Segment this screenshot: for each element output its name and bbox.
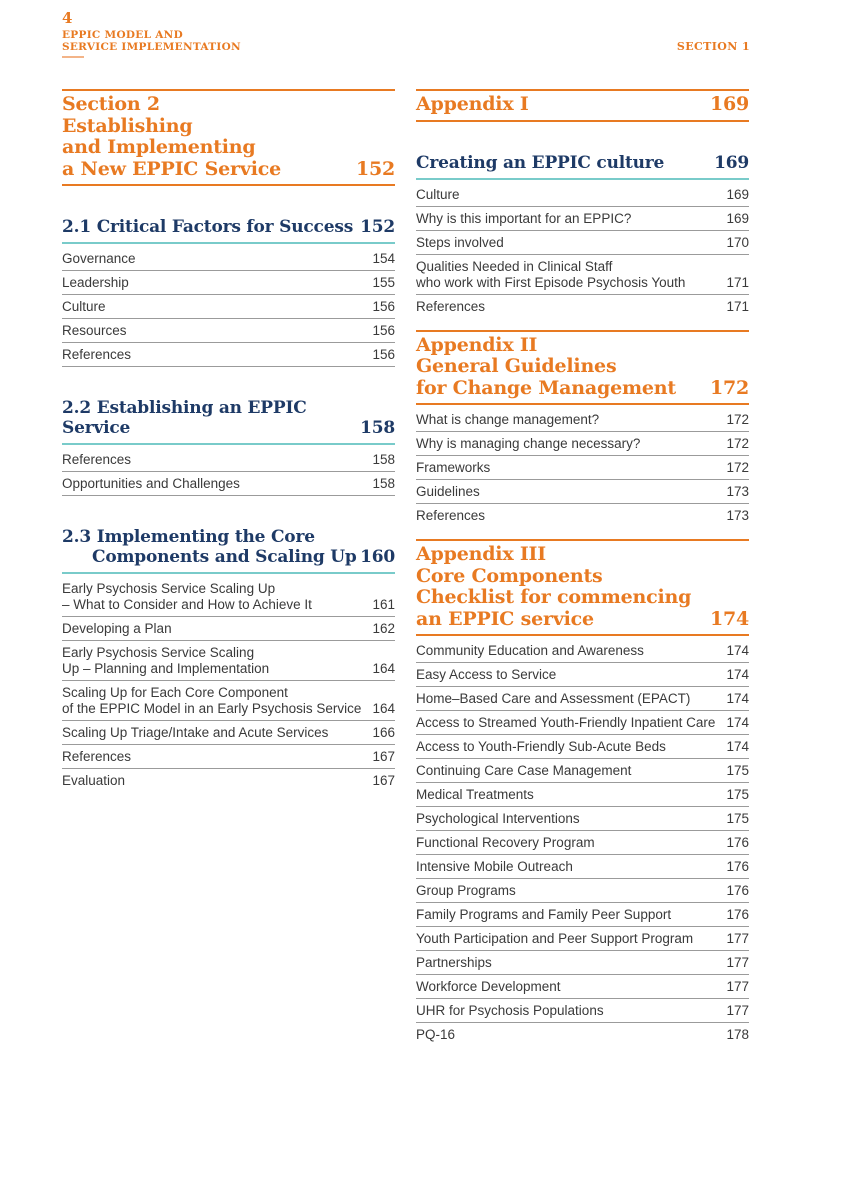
entry-lines (62, 749, 131, 765)
toc-entry-group (62, 448, 395, 496)
heading-lines (62, 527, 357, 567)
heading-line: a New EPPIC Service (62, 157, 281, 180)
toc-entry[interactable] (416, 432, 749, 456)
toc-entry[interactable] (62, 343, 395, 367)
entry-line: Qualities Needed in Clinical Staff (416, 258, 613, 274)
toc-entry[interactable] (416, 687, 749, 711)
entry-line: of the EPPIC Model in an Early Psychosis Service (62, 701, 362, 716)
heading-line: and Implementing (62, 136, 256, 158)
toc-entry[interactable] (416, 759, 749, 783)
entry-line: Medical Treatments (416, 787, 534, 802)
entry-line: Intensive Mobile Outreach (416, 859, 573, 874)
entry-line: Opportunities and Challenges (62, 476, 240, 491)
toc-entry[interactable] (416, 663, 749, 687)
entry-lines (416, 835, 595, 851)
entry-page-number: 176 (726, 859, 749, 874)
entry-page-number: 169 (726, 186, 749, 202)
heading-page-number: 152 (355, 157, 395, 180)
entry-page-number: 175 (726, 787, 749, 802)
heading-line: Components and Scaling Up (92, 547, 357, 567)
entry-page-number: 173 (726, 484, 749, 499)
entry-page-number: 167 (372, 749, 395, 764)
entry-lines (416, 259, 685, 291)
entry-page-number: 154 (372, 251, 395, 266)
entry-page-number: 172 (726, 412, 749, 427)
heading-line: for Change Management (416, 376, 676, 399)
entry-page-number: 161 (372, 597, 395, 612)
entry-lines (62, 452, 131, 468)
heading-page-number: 169 (714, 152, 749, 173)
heading-line: Appendix II (416, 333, 538, 356)
entry-lines (416, 1027, 455, 1043)
entry-page-number: 158 (372, 476, 395, 491)
toc-entry[interactable] (416, 255, 749, 295)
entry-line: PQ-16 (416, 1027, 456, 1042)
entry-line: Early Psychosis Service Scaling Up (62, 581, 276, 596)
entry-lines (416, 667, 556, 683)
heading-lines (416, 153, 664, 173)
toc-entry[interactable] (62, 641, 395, 681)
entry-lines (416, 235, 504, 251)
entry-page-number: 156 (372, 347, 395, 362)
entry-line: Early Psychosis Service Scaling (62, 645, 255, 660)
folio-page-number: 4 (62, 9, 73, 27)
entry-line: Leadership (62, 275, 129, 290)
toc-entry[interactable] (416, 295, 749, 318)
heading-page-number: 174 (709, 607, 749, 630)
entry-line: Culture (62, 299, 106, 314)
entry-line: Evaluation (62, 773, 126, 788)
toc-entry[interactable] (416, 855, 749, 879)
entry-lines (416, 211, 631, 227)
toc-entry[interactable] (416, 711, 749, 735)
heading-lines (62, 94, 281, 180)
entry-line: Scaling Up for Each Core Component (62, 685, 288, 700)
entry-page-number: 175 (726, 811, 749, 826)
heading-line: 2.3 Implementing the Core (62, 527, 315, 547)
entry-page-number: 164 (372, 701, 395, 716)
heading-line: Checklist for commencing (416, 586, 692, 608)
entry-lines (62, 645, 269, 677)
entry-lines (416, 931, 693, 947)
entry-page-number: 174 (726, 739, 749, 754)
entry-line: Functional Recovery Program (416, 835, 595, 850)
section-label: SECTION 1 (676, 40, 750, 53)
toc-entry[interactable] (62, 721, 395, 745)
entry-page-number: 169 (726, 210, 749, 226)
toc-sub-heading[interactable] (62, 217, 395, 244)
document-title-line: EPPIC MODEL AND (62, 29, 183, 41)
entry-lines (62, 621, 172, 637)
heading-line: 2.2 Establishing an EPPIC Service (62, 398, 307, 438)
entry-line: Home–Based Care and Assessment (EPACT) (416, 691, 691, 706)
toc-sub-heading[interactable] (416, 153, 749, 180)
entry-lines (416, 715, 715, 731)
entry-lines (62, 725, 328, 741)
toc-sub-heading[interactable] (62, 527, 395, 574)
entry-line: Culture (416, 186, 460, 202)
document-title-line: SERVICE IMPLEMENTATION (62, 41, 241, 53)
entry-line: References (416, 508, 486, 523)
entry-lines (416, 412, 599, 428)
toc-entry[interactable] (416, 231, 749, 255)
entry-page-number: 178 (726, 1027, 749, 1042)
entry-page-number: 156 (372, 323, 395, 338)
entry-line: Group Programs (416, 883, 516, 898)
entry-lines (62, 685, 361, 717)
entry-lines (416, 436, 640, 452)
entry-line: References (62, 452, 132, 467)
entry-page-number: 173 (726, 508, 749, 523)
toc-major-heading[interactable] (416, 539, 749, 636)
entry-line: Youth Participation and Peer Support Program (416, 931, 694, 946)
entry-line: Resources (62, 323, 127, 338)
entry-page-number: 177 (726, 955, 749, 970)
entry-line: Scaling Up Triage/Intake and Acute Services (62, 725, 329, 740)
entry-line: References (62, 347, 132, 362)
heading-page-number: 158 (360, 418, 395, 438)
toc-entry[interactable] (416, 951, 749, 975)
entry-page-number: 176 (726, 835, 749, 850)
heading-page-number: 152 (360, 217, 395, 237)
toc-entry[interactable] (416, 504, 749, 527)
heading-line: 2.1 Critical Factors for Success (62, 217, 354, 237)
toc-entry-group (62, 247, 395, 367)
entry-lines (416, 484, 480, 500)
entry-page-number: 167 (372, 773, 395, 788)
heading-line: an EPPIC service (416, 607, 594, 630)
toc-major-heading[interactable] (62, 89, 395, 186)
toc-entry[interactable] (416, 999, 749, 1023)
entry-page-number: 164 (372, 661, 395, 676)
toc-entry[interactable] (62, 745, 395, 769)
toc-entry[interactable] (416, 975, 749, 999)
entry-line: Easy Access to Service (416, 667, 557, 682)
entry-line: Continuing Care Case Management (416, 763, 632, 778)
heading-lines (416, 544, 691, 630)
entry-line: Partnerships (416, 955, 492, 970)
toc-entry[interactable] (416, 879, 749, 903)
entry-line: – What to Consider and How to Achieve It (62, 597, 312, 612)
document-title (62, 29, 241, 58)
entry-lines (416, 811, 580, 827)
entry-lines (62, 773, 125, 789)
toc-entry-group (416, 639, 749, 1046)
entry-lines (416, 787, 534, 803)
entry-line: What is change management? (416, 412, 600, 427)
entry-lines (416, 460, 490, 476)
toc-entry[interactable] (416, 480, 749, 504)
entry-lines (62, 251, 136, 267)
entry-lines (416, 691, 690, 707)
entry-lines (62, 299, 106, 315)
heading-line: Establishing (62, 114, 193, 137)
toc-entry[interactable] (416, 456, 749, 480)
heading-lines (62, 217, 353, 237)
toc-major-heading[interactable] (416, 330, 749, 406)
entry-line: Access to Streamed Youth-Friendly Inpatient Care (416, 715, 716, 730)
heading-page-number: 172 (709, 376, 749, 399)
toc-entry[interactable] (416, 639, 749, 663)
entry-line: Frameworks (416, 460, 491, 475)
entry-line: Developing a Plan (62, 621, 172, 636)
toc-major-heading[interactable] (416, 89, 749, 122)
entry-page-number: 170 (726, 234, 749, 250)
toc-entry[interactable] (62, 295, 395, 319)
toc-entry[interactable] (416, 927, 749, 951)
entry-lines (62, 581, 312, 613)
toc-entry[interactable] (416, 807, 749, 831)
heading-page-number: 160 (360, 547, 395, 567)
entry-page-number: 156 (372, 299, 395, 314)
title-underline-rule (62, 56, 84, 58)
entry-lines (416, 883, 516, 899)
entry-line: Access to Youth-Friendly Sub-Acute Beds (416, 739, 666, 754)
entry-lines (62, 275, 129, 291)
toc-entry[interactable] (62, 247, 395, 271)
heading-lines (416, 335, 676, 400)
entry-page-number: 174 (726, 691, 749, 706)
entry-lines (416, 859, 573, 875)
toc-entry[interactable] (416, 735, 749, 759)
entry-line: References (416, 298, 486, 314)
entry-line: Why is managing change necessary? (416, 436, 641, 451)
entry-line: Psychological Interventions (416, 811, 580, 826)
entry-page-number: 174 (726, 667, 749, 682)
entry-page-number: 166 (372, 725, 395, 740)
toc-entry[interactable] (62, 681, 395, 721)
entry-page-number: 177 (726, 1003, 749, 1018)
heading-line: Creating an EPPIC culture (416, 152, 665, 173)
entry-lines (416, 299, 485, 315)
entry-page-number: 171 (726, 274, 749, 290)
entry-page-number: 155 (372, 275, 395, 290)
entry-page-number: 172 (726, 460, 749, 475)
entry-page-number: 174 (726, 643, 749, 658)
entry-line: Up – Planning and Implementation (62, 661, 270, 676)
toc-columns (62, 89, 749, 1046)
entry-line: Guidelines (416, 484, 480, 499)
toc-entry[interactable] (62, 271, 395, 295)
entry-page-number: 176 (726, 883, 749, 898)
entry-lines (416, 907, 671, 923)
toc-entry-group (416, 183, 749, 318)
entry-page-number: 171 (726, 298, 749, 314)
entry-page-number: 176 (726, 907, 749, 922)
toc-entry-group (62, 577, 395, 792)
entry-lines (416, 1003, 604, 1019)
toc-entry[interactable] (416, 183, 749, 207)
toc-entry[interactable] (416, 408, 749, 432)
entry-lines (416, 763, 631, 779)
toc-entry[interactable] (62, 769, 395, 792)
heading-line: Appendix III (416, 543, 546, 565)
heading-line: Appendix I (416, 93, 529, 115)
toc-entry[interactable] (416, 783, 749, 807)
entry-line: Family Programs and Family Peer Support (416, 907, 672, 922)
entry-line: UHR for Psychosis Populations (416, 1003, 604, 1018)
entry-page-number: 162 (372, 621, 395, 636)
toc-sub-heading[interactable] (62, 398, 395, 445)
entry-lines (416, 508, 485, 524)
entry-line: Community Education and Awareness (416, 643, 644, 658)
entry-line: who work with First Episode Psychosis Youth (416, 274, 686, 290)
heading-lines (62, 398, 360, 438)
entry-line: Governance (62, 251, 136, 266)
entry-page-number: 158 (372, 452, 395, 467)
toc-entry-group (416, 408, 749, 527)
heading-page-number: 169 (709, 93, 749, 115)
entry-line: Workforce Development (416, 979, 561, 994)
entry-lines (416, 979, 561, 995)
header-left (62, 10, 241, 58)
entry-lines (62, 476, 240, 492)
toc-entry[interactable] (416, 207, 749, 231)
toc-entry[interactable] (416, 903, 749, 927)
toc-entry[interactable] (416, 1023, 749, 1046)
heading-lines (416, 94, 529, 116)
entry-page-number: 177 (726, 979, 749, 994)
page-header (0, 0, 850, 58)
toc-entry[interactable] (62, 448, 395, 472)
entry-lines (416, 955, 492, 971)
entry-line: References (62, 749, 132, 764)
entry-lines (416, 739, 666, 755)
entry-lines (62, 347, 131, 363)
toc-entry[interactable] (416, 831, 749, 855)
entry-lines (416, 187, 460, 203)
toc-entry[interactable] (62, 319, 395, 343)
toc-entry[interactable] (62, 577, 395, 617)
toc-column-right (416, 89, 749, 1046)
entry-line: Why is this important for an EPPIC? (416, 210, 632, 226)
entry-page-number: 175 (726, 763, 749, 778)
toc-entry[interactable] (62, 617, 395, 641)
heading-line: Core Components (416, 564, 603, 587)
entry-lines (416, 643, 644, 659)
toc-column-left (62, 89, 395, 1046)
entry-page-number: 172 (726, 436, 749, 451)
entry-lines (62, 323, 127, 339)
heading-line: Section 2 (62, 93, 160, 115)
entry-line: Steps involved (416, 234, 504, 250)
toc-entry[interactable] (62, 472, 395, 496)
entry-page-number: 174 (726, 715, 749, 730)
heading-line: General Guidelines (416, 355, 617, 377)
entry-page-number: 177 (726, 931, 749, 946)
